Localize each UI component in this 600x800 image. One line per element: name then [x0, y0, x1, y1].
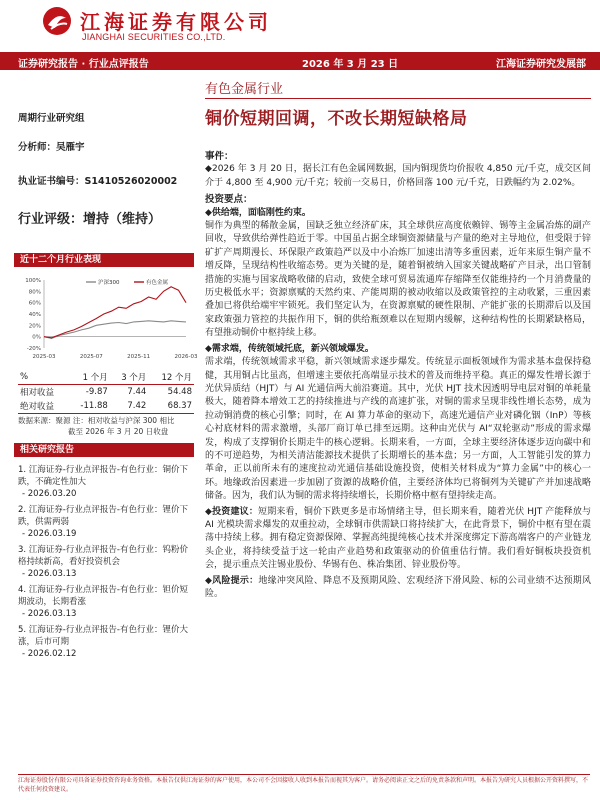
related-report-date: - 2026.03.20	[22, 489, 77, 499]
legend-label: 有色金属	[146, 280, 169, 286]
performance-chart-svg	[16, 272, 198, 362]
supply-paragraph: 铜作为典型的稀散金属，国缺乏独立经济矿床，其全球供应高度依赖锌、锡等主金属冶炼的副产回收，导致供给弹性趋近于零。中国虽占据全球铜资源储量与产量的绝对主导地位，但受限于锌矿扩产周期漫长、环保限产政策趋严以及中小冶炼厂加速出清等多重因素，近年来原生铜产量不增反降，呈现结构性收缩态势。更为关键的是，随着铜被纳入国家关键战略矿产目录，出口管制措施的实施与国家战略收储的启动，致使全球可贸易流通库存缩降至仅能维持约一个月消费量的历史极低水平；资源禀赋的天然约束、产能周期的被动收缩以及政策管控的主动收紧，三重因素叠加已将供给端牢牢锁死。我们坚定认为，在资源禀赋的硬性限制、产能扩张的长期滞后以及国家政策强力管控的共振作用下，铜的供给瓶颈难以在短期内缓解，这种结构性的长期紧缺格局，有望推动铜价中枢持续上移。	[205, 221, 591, 339]
perf-row-label: 相对收益	[20, 388, 55, 398]
company-logo-icon	[42, 6, 72, 36]
related-report-item[interactable]	[18, 504, 194, 540]
report-date: 2026 年 3 月 23 日	[302, 59, 399, 70]
supply-heading: ◆供给端，面临刚性约束。	[205, 207, 311, 218]
footer-disclaimer: 江海证券股份有限公司具备证券投资咨询业务资格。本报告仅供江海证券的客户使用，本公司不会因接收人收到本报告而视其为客户。请务必阅读正文之后的免责条款和声明。本报告为研究人员根据公开资料撰写，不代表任何投资建议。	[18, 777, 589, 793]
perf-header-cell: 1 个月	[68, 370, 110, 385]
perf-row-label: 绝对收益	[18, 399, 68, 414]
related-report-title: 3. 江海证券-行业点评报告-有色行业：钨粉价格持续新高，看好投资机会	[18, 545, 188, 567]
key-points-heading: 投资要点：	[205, 194, 253, 206]
x-tick-label: 2025-03	[32, 354, 56, 360]
related-report-item[interactable]	[18, 624, 194, 660]
perf-section-header: 近十二个月行业表现	[14, 253, 194, 267]
event-paragraph: ◆2026 年 3 月 20 日，据长江有色金属网数据，国内铜现货均价报收 4,850 元/千克，成交区间介于 4,800 至 4,900 元/千克；较前一交易日，价格回落 100 元/千克，日跌幅约为 2.02%。	[205, 164, 591, 188]
y-tick-label: 60%	[28, 300, 41, 307]
page-header	[0, 0, 600, 50]
y-tick-label: 80%	[28, 289, 41, 296]
event-heading: 事件：	[205, 151, 234, 162]
report-title: 铜价短期回调，不改长期短缺格局	[205, 109, 468, 129]
perf-row-relative	[18, 385, 194, 400]
report-body	[205, 150, 591, 601]
related-report-date: - 2026.03.13	[22, 569, 77, 579]
perf-source	[18, 415, 196, 437]
risk-paragraph: 地缘冲突风险、降息不及预期风险、宏观经济下滑风险、标的公司业绩不达预期风险。	[205, 575, 591, 599]
related-report-item[interactable]	[18, 544, 194, 580]
demand-paragraph: 需求端，传统领域需求平稳，新兴领域需求逐步爆发。传统显示面板领域作为需求基本盘保持稳健，其用铜占比虽高，但增速主要依托高端显示技术的普及而维持平稳。真正的爆发性增长源于光伏异质结（HJT）与 AI 光通信两大前沿赛道。其中，光伏 HJT 技术因透明导电层对铜的单耗量极大，随着降本增效工艺的持续推进与产线的高速扩张，对铜的需求呈现非线性增长态势，成为拉动铜消费的核心引擎；同时，在 AI 算力革命的驱动下，高速光通信产业对磷化铟（InP）等核心衬底材料的需求激增，头部厂商订单已排至远期。这种由光伏与 AI“双轮驱动”形成的需求爆发，构成了支撑铜价长期走牛的核心逻辑。长期来看，一方面，全球主要经济体逐步迈向碳中和的不可逆趋势，为相关清洁能源技术提供了长期增长的基本盘；另一方面，人工智能引发的算力革命，正以前所未有的速度拉动光通信基础设施投资，使相关材料成为“算力金属”中的核心一环。地缘政治因素进一步加剧了资源的战略价值，主要经济体均已将铜列为关键矿产并加速战略储备。因为，我们认为铜的需求将持续增长，长期价格中枢有望持续走高。	[205, 357, 591, 502]
y-tick-label: 0%	[32, 334, 41, 341]
related-report-title: 2. 江海证券-行业点评报告-有色行业：锂价下跌，供需两弱	[18, 505, 188, 527]
related-report-title: 4. 江海证券-行业点评报告-有色行业：钽价短期波动，长期看涨	[18, 585, 188, 607]
analyst	[18, 139, 85, 153]
perf-row-absolute	[18, 399, 194, 414]
cert-number: S1410526020002	[84, 176, 178, 187]
x-tick-label: 2025-07	[79, 354, 103, 360]
perf-cell: 68.37	[148, 399, 194, 414]
series-line	[44, 287, 186, 338]
certificate	[18, 173, 177, 187]
related-report-title: 5. 江海证券-行业点评报告-有色行业：锂价大涨，后市可期	[18, 625, 188, 647]
related-report-title: 1. 江海证券-行业点评报告-有色行业：铜价下跌，不确定性加大	[18, 465, 188, 487]
x-tick-label: 2026-03	[174, 354, 198, 360]
company-name-cn: 江海证券有限公司	[80, 10, 272, 34]
report-banner	[0, 52, 600, 70]
research-dept: 江海证券研究发展部	[496, 59, 586, 70]
cert-label: 执业证书编号：	[18, 176, 85, 187]
source-note: 数据来源：聚源 注：相对收益与沪深 300 相比	[18, 416, 175, 425]
perf-cell: -9.87	[85, 387, 108, 397]
perf-header-cell: 12 个月	[148, 370, 194, 385]
related-report-date: - 2026.03.19	[22, 529, 77, 539]
perf-cell: 7.42	[110, 399, 149, 414]
rating-label: 行业评级：	[18, 212, 84, 227]
related-section-header: 相关研究报告	[14, 443, 194, 457]
industry-performance-chart	[16, 272, 198, 362]
perf-header-row	[18, 370, 194, 385]
related-report-item[interactable]	[18, 584, 194, 620]
rating-value: 增持（维持）	[83, 212, 162, 227]
perf-header-cell: %	[18, 370, 68, 385]
related-report-item[interactable]	[18, 464, 194, 500]
y-tick-label: 40%	[28, 312, 41, 318]
legend-label: 沪深300	[98, 280, 120, 286]
perf-cell: 54.48	[167, 387, 192, 397]
research-group: 周期行业研究组	[18, 113, 85, 124]
title-divider	[205, 98, 591, 99]
y-tick-label: 100%	[25, 278, 41, 284]
related-report-date: - 2026.02.12	[22, 649, 77, 659]
y-tick-label: -20%	[26, 346, 41, 352]
report-type: 证券研究报告 · 行业点评报告	[18, 59, 149, 70]
risk-heading: ◆风险提示：	[205, 575, 259, 586]
y-tick-label: 20%	[28, 323, 41, 330]
source-date: 截至 2026 年 3 月 20 日收盘	[68, 427, 169, 436]
analyst-name: 吴雁宇	[56, 142, 85, 153]
perf-cell: 7.44	[127, 387, 147, 397]
invest-paragraph: 短期来看，铜价下跌更多是市场情绪主导，但长期来看，随着光伏 HJT 产能释放与 AI 光模块需求爆发的双重拉动，全球铜市供需缺口将持续扩大，在此背景下，铜价中枢有望在震荡中持续上移。拥有稳定资源保障、掌握高纯提纯核心技术并深度绑定下游高端客户的产业链龙头企业，将持续受益于这一轮由产业趋势和政策驱动的价值重估行情。我们看好铜板块投资机会，提示重点关注锡业股份、华锡有色、株冶集团、锌业股份等。	[205, 506, 591, 571]
performance-table	[18, 370, 194, 414]
investment-advice	[205, 506, 591, 573]
x-tick-label: 2025-11	[127, 354, 151, 360]
perf-cell: -11.88	[68, 399, 110, 414]
risk-warning	[205, 575, 591, 602]
perf-header-cell: 3 个月	[110, 370, 149, 385]
invest-heading: ◆投资建议：	[205, 506, 259, 517]
related-report-date: - 2026.03.13	[22, 609, 77, 619]
industry-name: 有色金属行业	[205, 82, 284, 97]
demand-heading: ◆需求端，传统领域托底，新兴领域爆发。	[205, 343, 374, 354]
related-reports-list	[18, 464, 194, 664]
industry-rating	[18, 208, 161, 227]
series-line	[44, 321, 186, 339]
company-name-en: JIANGHAI SECURITIES CO.,LTD.	[82, 32, 226, 42]
footer-divider	[18, 774, 590, 775]
analyst-label: 分析师：	[18, 142, 57, 153]
